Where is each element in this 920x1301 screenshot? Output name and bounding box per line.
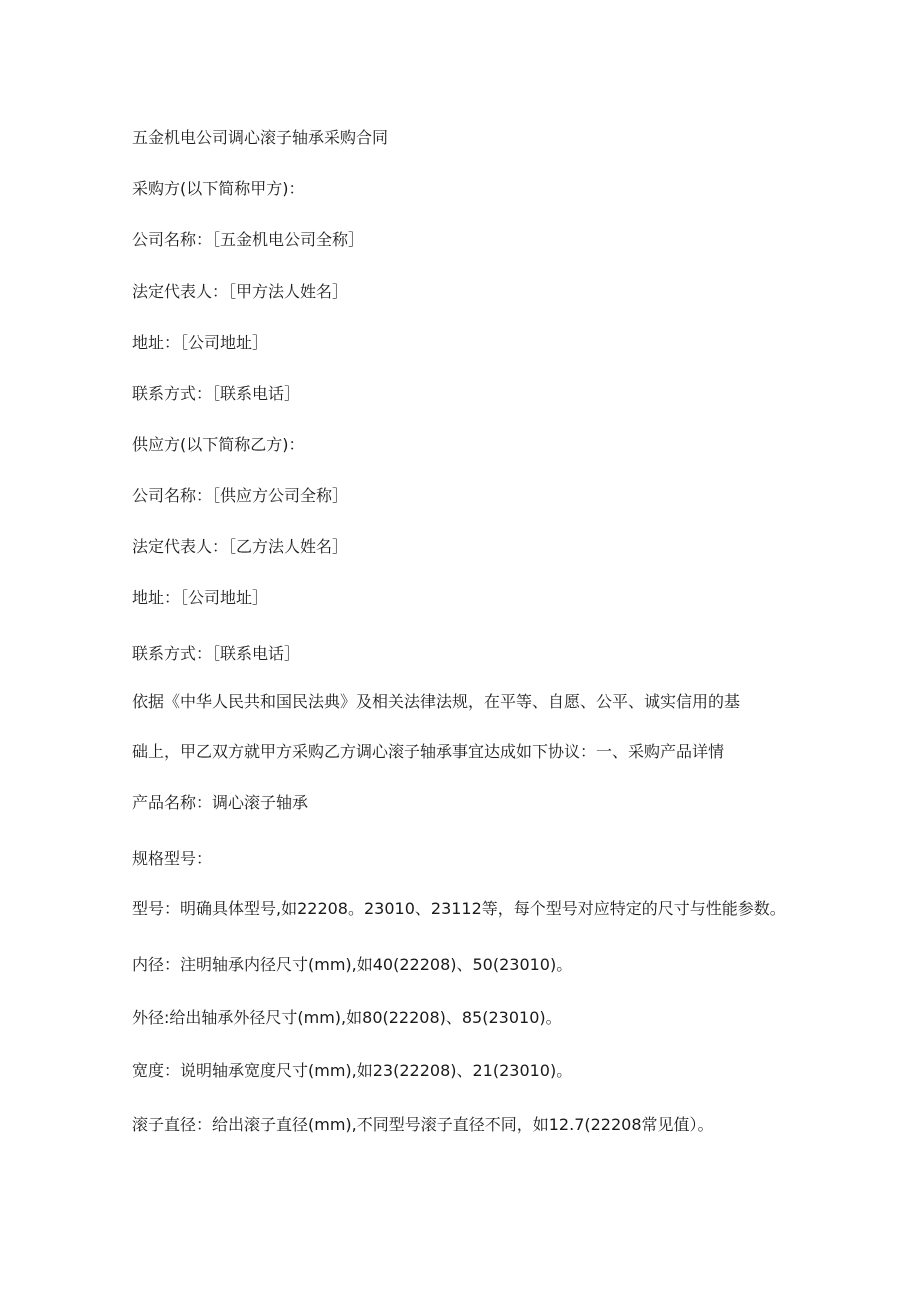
spec-outer-diameter: 外径:给出轴承外径尺寸(mm),如80(22208)、85(23010)。 bbox=[132, 1008, 562, 1027]
party-a-legal-rep: 法定代表人：［甲方法人姓名］ bbox=[132, 282, 349, 301]
party-a-address: 地址：［公司地址］ bbox=[132, 333, 269, 352]
spec-inner-diameter: 内径：注明轴承内径尺寸(mm),如40(22208)、50(23010)。 bbox=[132, 955, 573, 974]
party-b-legal-rep: 法定代表人：［乙方法人姓名］ bbox=[132, 537, 349, 556]
party-b-heading: 供应方(以下简称乙方)： bbox=[132, 435, 305, 454]
party-b-contact: 联系方式：［联系电话］ bbox=[132, 644, 301, 663]
party-a-company: 公司名称：［五金机电公司全称］ bbox=[132, 230, 365, 249]
spec-model: 型号：明确具体型号,如22208。23010、23112等，每个型号对应特定的尺寸与性能参数。 bbox=[132, 899, 786, 918]
party-a-contact: 联系方式：［联系电话］ bbox=[132, 384, 301, 403]
party-b-address: 地址：［公司地址］ bbox=[132, 588, 269, 607]
preamble-line-2: 础上，甲乙双方就甲方采购乙方调心滚子轴承事宜达成如下协议：一、采购产品详情 bbox=[132, 742, 725, 761]
product-name: 产品名称：调心滚子轴承 bbox=[132, 793, 309, 812]
spec-heading: 规格型号： bbox=[132, 849, 213, 868]
spec-roller-diameter: 滚子直径：给出滚子直径(mm),不同型号滚子直径不同，如12.7(22208常见值）。 bbox=[132, 1115, 714, 1134]
party-a-heading: 采购方(以下简称甲方)： bbox=[132, 179, 305, 198]
preamble-line-1: 依据《中华人民共和国民法典》及相关法律法规，在平等、自愿、公平、诚实信用的基 bbox=[132, 692, 741, 711]
document-title: 五金机电公司调心滚子轴承采购合同 bbox=[132, 128, 389, 147]
spec-width: 宽度：说明轴承宽度尺寸(mm),如23(22208)、21(23010)。 bbox=[132, 1061, 573, 1080]
party-b-company: 公司名称：［供应方公司全称］ bbox=[132, 486, 349, 505]
